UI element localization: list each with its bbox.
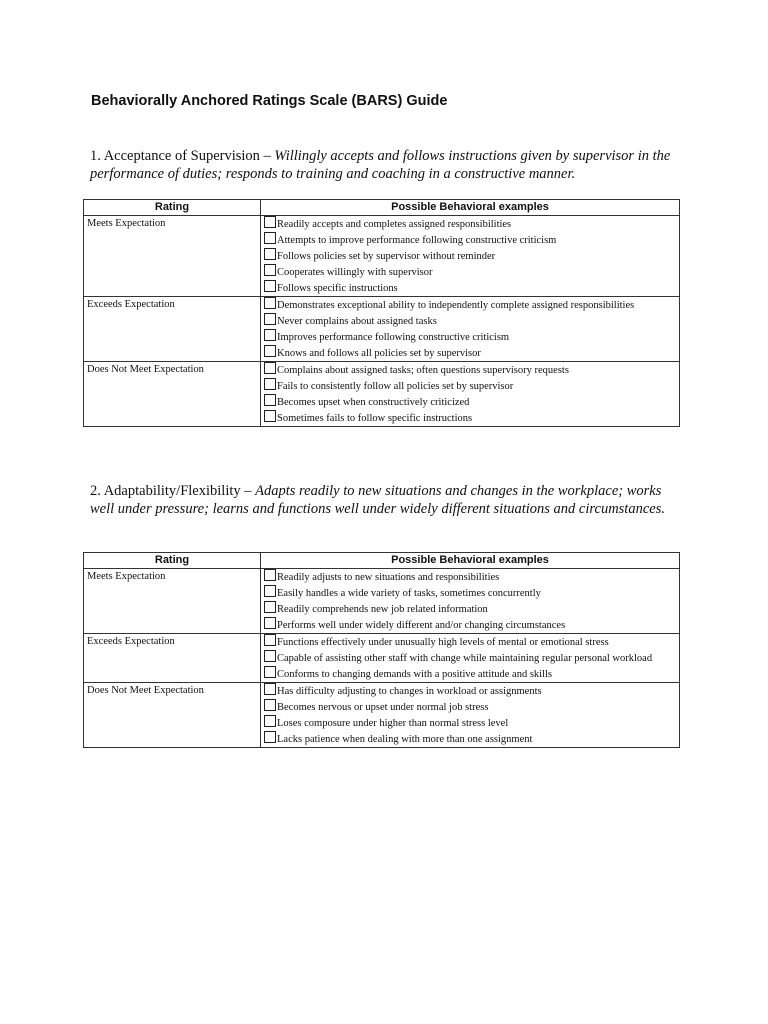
list-item — [264, 216, 676, 232]
example-text: Readily comprehends new job related information — [277, 604, 488, 615]
list-item — [264, 617, 676, 633]
example-text: Readily accepts and completes assigned responsibilities — [277, 219, 512, 230]
table-row — [84, 683, 680, 748]
checkbox[interactable] — [264, 264, 276, 276]
list-item — [264, 345, 676, 361]
example-text: Cooperates willingly with supervisor — [277, 267, 433, 278]
checkbox[interactable] — [264, 666, 276, 678]
checkbox[interactable] — [264, 248, 276, 260]
example-text: Becomes upset when constructively criticized — [277, 397, 470, 408]
rating-label: Exceeds Expectation — [84, 297, 261, 362]
section-1-description: Willingly accepts and follows instructions given by supervisor in the performance of duties; responds to training and coaching in a constructive manner. — [90, 148, 671, 182]
rating-label: Exceeds Expectation — [84, 634, 261, 683]
checkbox[interactable] — [264, 601, 276, 613]
example-text: Becomes nervous or upset under normal job stress — [277, 702, 489, 713]
table-header-row — [84, 553, 680, 569]
checkbox[interactable] — [264, 345, 276, 357]
list-item — [264, 601, 676, 617]
rating-label: Does Not Meet Expectation — [84, 362, 261, 427]
example-text: Attempts to improve performance following constructive criticism — [277, 235, 557, 246]
checkbox[interactable] — [264, 232, 276, 244]
examples-cell — [261, 216, 680, 297]
checkbox[interactable] — [264, 280, 276, 292]
example-text: Easily handles a wide variety of tasks, sometimes concurrently — [277, 588, 541, 599]
list-item — [264, 634, 676, 650]
table-row — [84, 569, 680, 634]
checkbox[interactable] — [264, 634, 276, 646]
checkbox[interactable] — [264, 731, 276, 743]
table-row — [84, 216, 680, 297]
list-item — [264, 264, 676, 280]
examples-cell — [261, 634, 680, 683]
list-item — [264, 280, 676, 296]
examples-cell — [261, 569, 680, 634]
rating-label: Does Not Meet Expectation — [84, 683, 261, 748]
section-1-table — [83, 199, 680, 427]
example-text: Performs well under widely different and/or changing circumstances — [277, 620, 566, 631]
list-item — [264, 715, 676, 731]
list-item — [264, 666, 676, 682]
list-item — [264, 362, 676, 378]
example-text: Follows policies set by supervisor without reminder — [277, 251, 496, 262]
section-2-name: 2. Adaptability/Flexibility – — [90, 483, 256, 499]
list-item — [264, 378, 676, 394]
checkbox[interactable] — [264, 650, 276, 662]
list-item — [264, 569, 676, 585]
checkbox[interactable] — [264, 410, 276, 422]
example-text: Conforms to changing demands with a positive attitude and skills — [277, 669, 553, 680]
table-row — [84, 297, 680, 362]
table-row — [84, 362, 680, 427]
checkbox[interactable] — [264, 378, 276, 390]
example-text: Functions effectively under unusually high levels of mental or emotional stress — [277, 637, 609, 648]
checkbox[interactable] — [264, 313, 276, 325]
section-1-name: 1. Acceptance of Supervision – — [90, 148, 275, 164]
section-2-table — [83, 552, 680, 748]
example-text: Never complains about assigned tasks — [277, 316, 437, 327]
list-item — [264, 394, 676, 410]
list-item — [264, 297, 676, 313]
checkbox[interactable] — [264, 715, 276, 727]
example-text: Loses composure under higher than normal stress level — [277, 718, 509, 729]
example-text: Readily adjusts to new situations and responsibilities — [277, 572, 500, 583]
list-item — [264, 232, 676, 248]
section-1-heading — [90, 147, 680, 183]
checkbox[interactable] — [264, 683, 276, 695]
list-item — [264, 650, 676, 666]
table-header-row — [84, 200, 680, 216]
example-text: Improves performance following constructive criticism — [277, 332, 510, 343]
section-2-heading — [90, 482, 680, 518]
checkbox[interactable] — [264, 329, 276, 341]
example-text: Complains about assigned tasks; often questions supervisory requests — [277, 365, 569, 376]
list-item — [264, 731, 676, 747]
example-text: Demonstrates exceptional ability to independently complete assigned responsibilities — [277, 300, 635, 311]
examples-cell — [261, 297, 680, 362]
list-item — [264, 683, 676, 699]
example-text: Sometimes fails to follow specific instructions — [277, 413, 473, 424]
example-text: Fails to consistently follow all policies set by supervisor — [277, 381, 514, 392]
document-title: Behaviorally Anchored Ratings Scale (BARS) Guide — [91, 93, 448, 109]
checkbox[interactable] — [264, 362, 276, 374]
column-header-examples: Possible Behavioral examples — [261, 200, 680, 216]
column-header-rating: Rating — [84, 200, 261, 216]
example-text: Capable of assisting other staff with change while maintaining regular personal workload — [277, 653, 653, 664]
column-header-examples: Possible Behavioral examples — [261, 553, 680, 569]
examples-cell — [261, 362, 680, 427]
list-item — [264, 699, 676, 715]
examples-cell — [261, 683, 680, 748]
list-item — [264, 329, 676, 345]
checkbox[interactable] — [264, 297, 276, 309]
checkbox[interactable] — [264, 617, 276, 629]
example-text: Has difficulty adjusting to changes in workload or assignments — [277, 686, 542, 697]
rating-label: Meets Expectation — [84, 216, 261, 297]
checkbox[interactable] — [264, 699, 276, 711]
checkbox[interactable] — [264, 216, 276, 228]
example-text: Knows and follows all policies set by supervisor — [277, 348, 481, 359]
section-2-description: Adapts readily to new situations and changes in the workplace; works well under pressure; learns and functions well under widely different situations and circumstances. — [90, 483, 665, 517]
rating-label: Meets Expectation — [84, 569, 261, 634]
list-item — [264, 410, 676, 426]
list-item — [264, 313, 676, 329]
list-item — [264, 248, 676, 264]
example-text: Follows specific instructions — [277, 283, 398, 294]
checkbox[interactable] — [264, 394, 276, 406]
checkbox[interactable] — [264, 585, 276, 597]
checkbox[interactable] — [264, 569, 276, 581]
column-header-rating: Rating — [84, 553, 261, 569]
table-row — [84, 634, 680, 683]
example-text: Lacks patience when dealing with more than one assignment — [277, 734, 533, 745]
list-item — [264, 585, 676, 601]
